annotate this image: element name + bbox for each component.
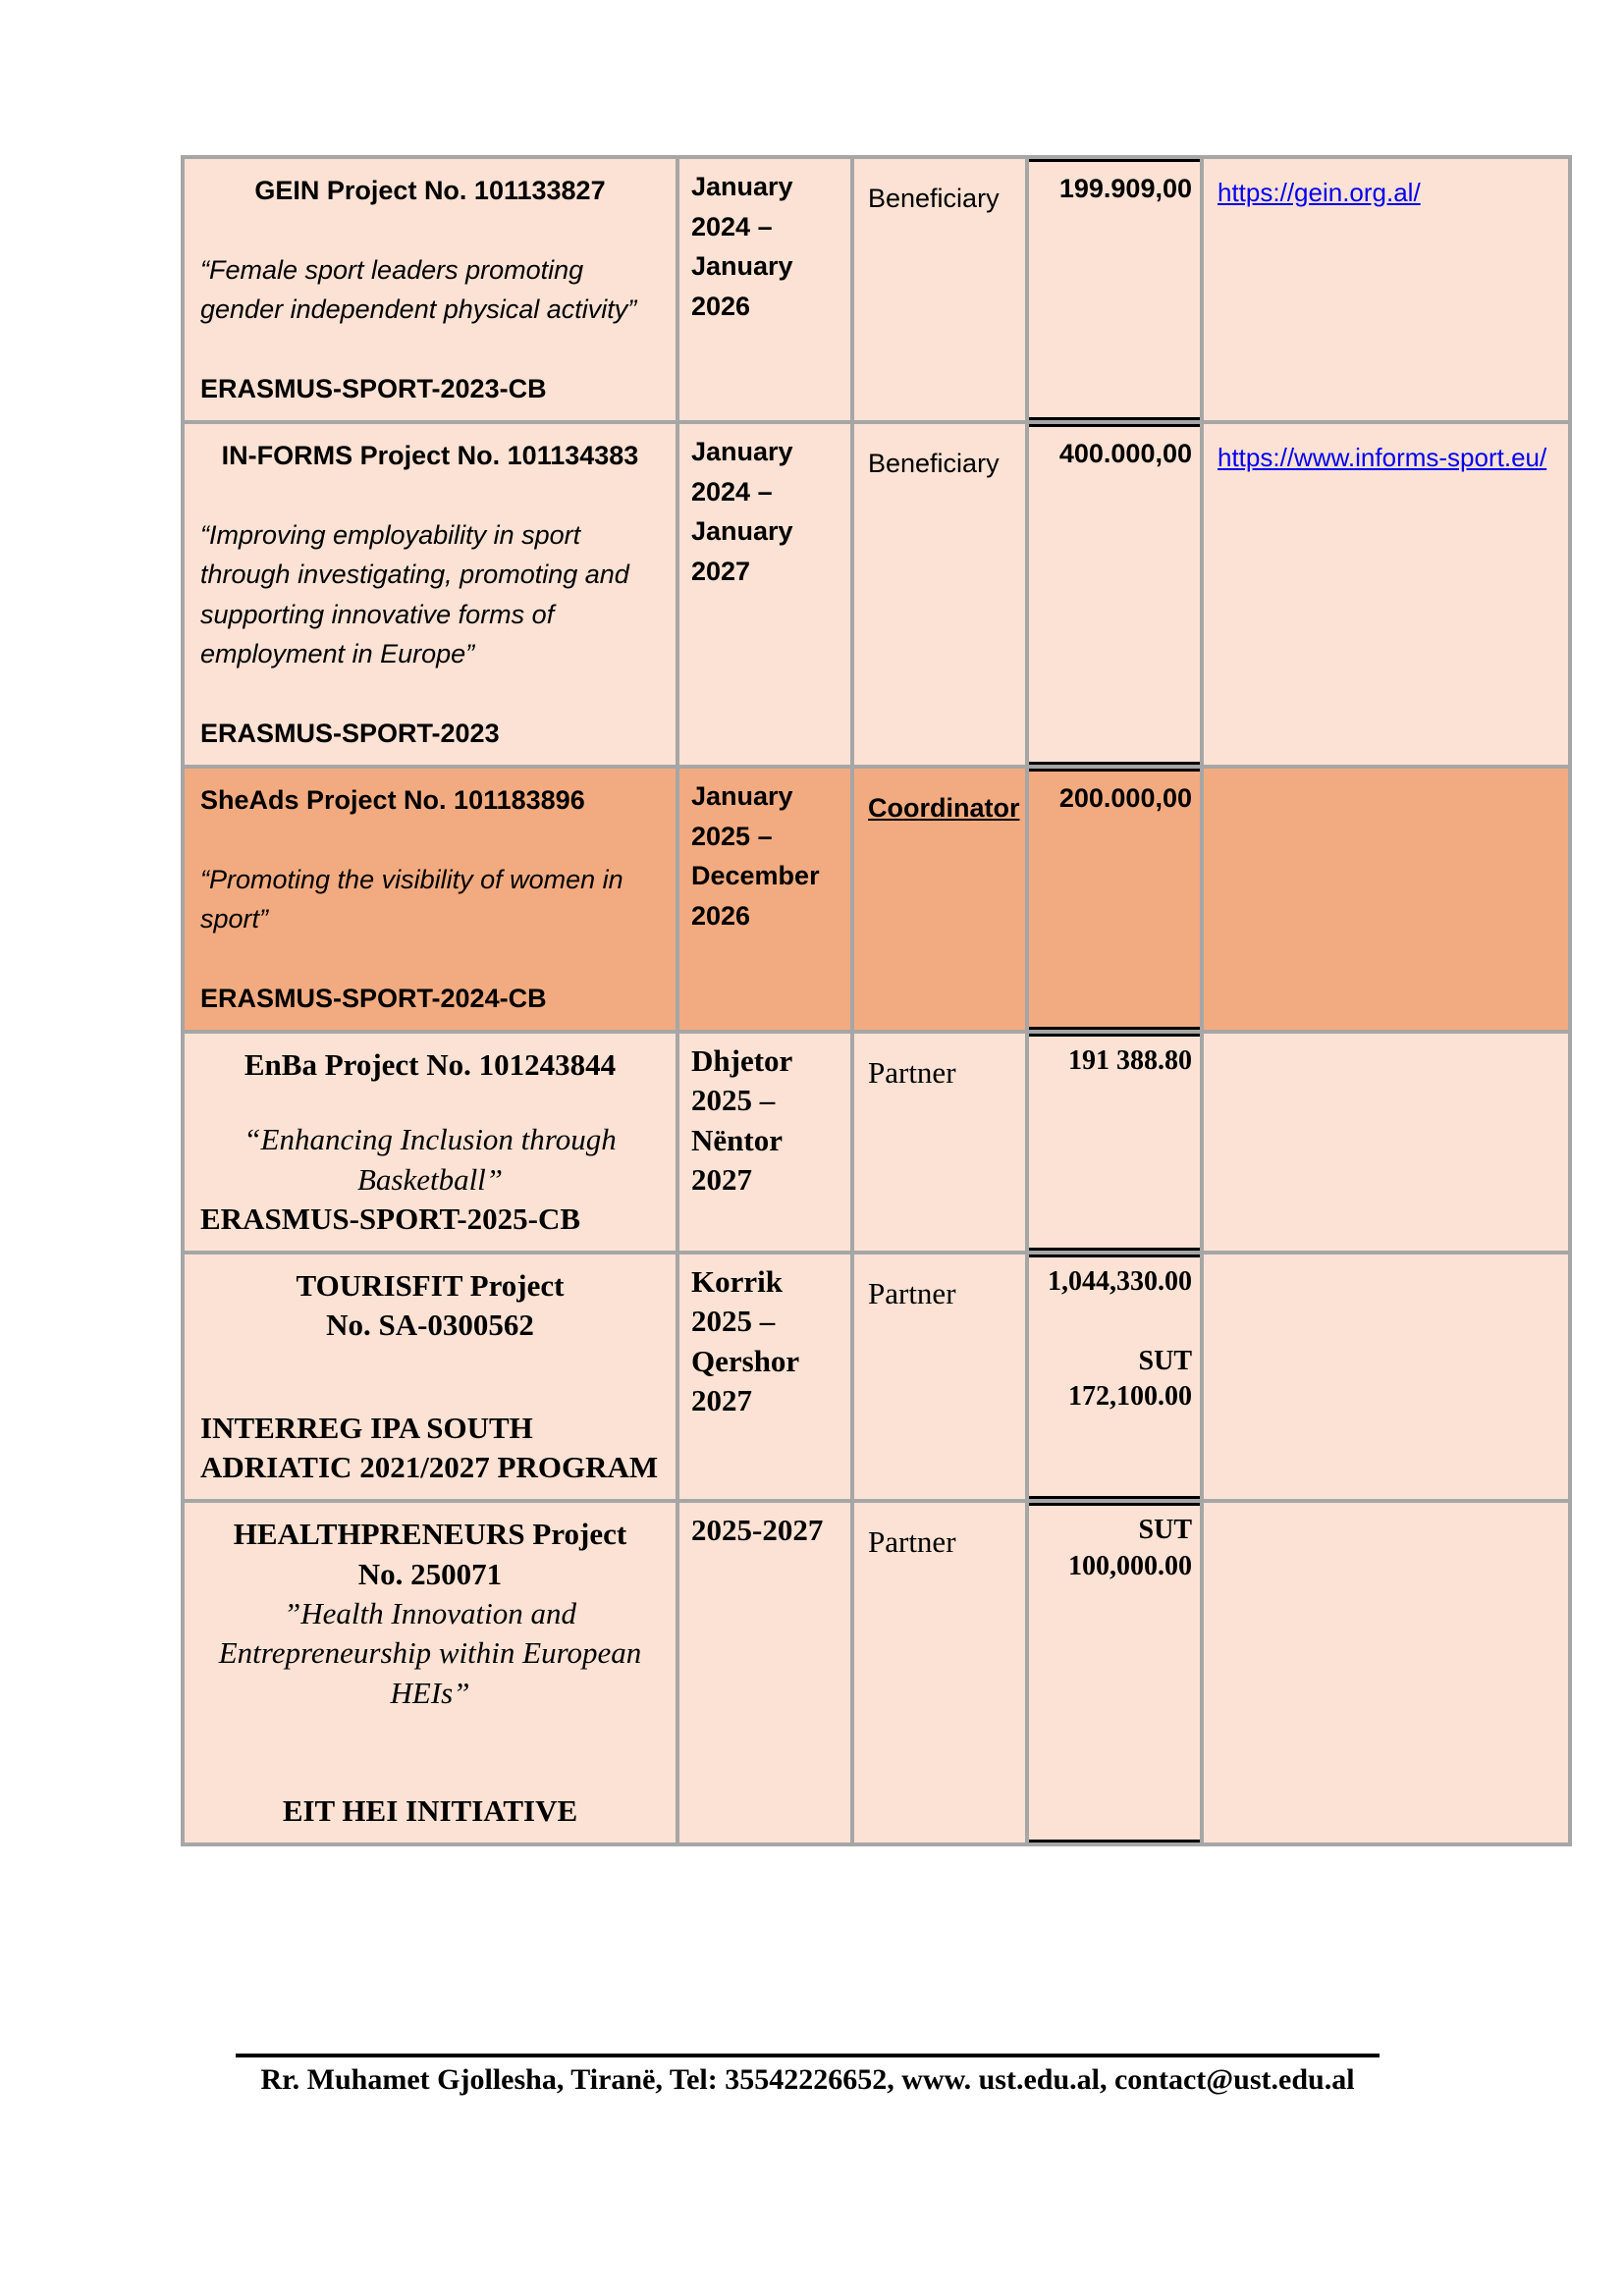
project-link[interactable]: https://www.informs-sport.eu/ [1218, 443, 1547, 472]
project-program: INTERREG IPA SOUTH ADRIATIC 2021/2027 PROGRAM [200, 1410, 659, 1485]
amount-value-2: 172,100.00 [1068, 1380, 1192, 1412]
dates-cell: 2025-2027 [677, 1501, 852, 1844]
footer-contact-text: Rr. Muhamet Gjollesha, Tiranë, Tel: 35542226652, www. ust.edu.al, contact@ust.edu.al [260, 2063, 1355, 2096]
project-cell [183, 767, 677, 1032]
project-program: ERASMUS-SPORT-2023 [200, 718, 500, 748]
role-cell [852, 767, 1027, 1032]
amount-value: 191 388.80 [1068, 1045, 1192, 1076]
link-cell [1202, 1253, 1570, 1501]
project-cell [183, 1032, 677, 1253]
footer-divider [236, 2054, 1380, 2057]
project-name: IN-FORMS Project No. 101134383 [221, 441, 639, 470]
project-cell [183, 1501, 677, 1844]
table-row-informs [183, 422, 1570, 767]
link-cell [1202, 767, 1570, 1032]
table-row-sheads [183, 767, 1570, 1032]
amount-currency: SUT [1138, 1345, 1192, 1376]
amount-currency: SUT [1138, 1515, 1192, 1546]
projects-table [181, 155, 1572, 1846]
project-program: ERASMUS-SPORT-2025-CB [200, 1201, 581, 1236]
amount-cell [1027, 157, 1202, 422]
project-program: ERASMUS-SPORT-2023-CB [200, 373, 547, 403]
amount-cell [1027, 1501, 1202, 1844]
project-name: SheAds Project No. 101183896 [200, 785, 585, 815]
amount-cell [1027, 1253, 1202, 1501]
amount-cell [1027, 1032, 1202, 1253]
dates-cell: Korrik 2025 – Qershor 2027 [677, 1253, 852, 1501]
project-cell [183, 157, 677, 422]
amount-value: 100,000.00 [1068, 1550, 1192, 1581]
role-label: Beneficiary [868, 449, 1000, 478]
amount-value: 1,044,330.00 [1048, 1266, 1192, 1298]
project-program: ERASMUS-SPORT-2024-CB [200, 983, 547, 1013]
project-cell [183, 1253, 677, 1501]
project-name: EnBa Project No. 101243844 [244, 1047, 617, 1082]
link-cell [1202, 422, 1570, 767]
project-cell [183, 422, 677, 767]
amount-cell [1027, 767, 1202, 1032]
project-description: “Promoting the visibility of women in sport” [200, 864, 623, 934]
role-cell [852, 1032, 1027, 1253]
table-row-gein [183, 157, 1570, 422]
amount-cell [1027, 422, 1202, 767]
project-name: GEIN Project No. 101133827 [254, 176, 606, 205]
amount-value: 200.000,00 [1058, 783, 1192, 813]
role-cell [852, 157, 1027, 422]
dates-cell: January 2024 – January 2027 [677, 422, 852, 767]
role-label: Partner [868, 1055, 956, 1090]
link-cell [1202, 1032, 1570, 1253]
project-description: “Enhancing Inclusion through Basketball” [244, 1122, 617, 1197]
role-label: Coordinator [868, 793, 1020, 823]
amount-value: 199.909,00 [1058, 174, 1192, 203]
role-label: Partner [868, 1276, 956, 1311]
dates-cell: January 2025 – December 2026 [677, 767, 852, 1032]
role-cell [852, 1501, 1027, 1844]
role-cell [852, 422, 1027, 767]
role-cell [852, 1253, 1027, 1501]
project-name: HEALTHPRENEURS Project [233, 1517, 627, 1552]
table-row-enba [183, 1032, 1570, 1253]
project-link[interactable]: https://gein.org.al/ [1218, 178, 1421, 207]
role-label: Beneficiary [868, 184, 1000, 213]
project-name-line2: No. SA-0300562 [326, 1308, 534, 1343]
project-name: TOURISFIT Project [296, 1268, 565, 1304]
link-cell [1202, 157, 1570, 422]
dates-cell: Dhjetor 2025 – Nëntor 2027 [677, 1032, 852, 1253]
dates-cell: January 2024 – January 2026 [677, 157, 852, 422]
project-description: “Female sport leaders promoting gender independent physical activity” [200, 254, 637, 324]
project-name-line2: No. 250071 [357, 1556, 503, 1591]
table-row-tourisfit [183, 1253, 1570, 1501]
link-cell [1202, 1501, 1570, 1844]
project-description: ”Health Innovation and Entrepreneurship within European HEIs” [218, 1595, 642, 1710]
table-row-healthpreneurs [183, 1501, 1570, 1844]
project-program: EIT HEI INITIATIVE [282, 1792, 578, 1828]
project-description: “Improving employability in sport through investigating, promoting and supporting innovative forms of employment in Europe” [200, 519, 629, 668]
role-label: Partner [868, 1524, 956, 1560]
amount-value: 400.000,00 [1058, 439, 1192, 468]
